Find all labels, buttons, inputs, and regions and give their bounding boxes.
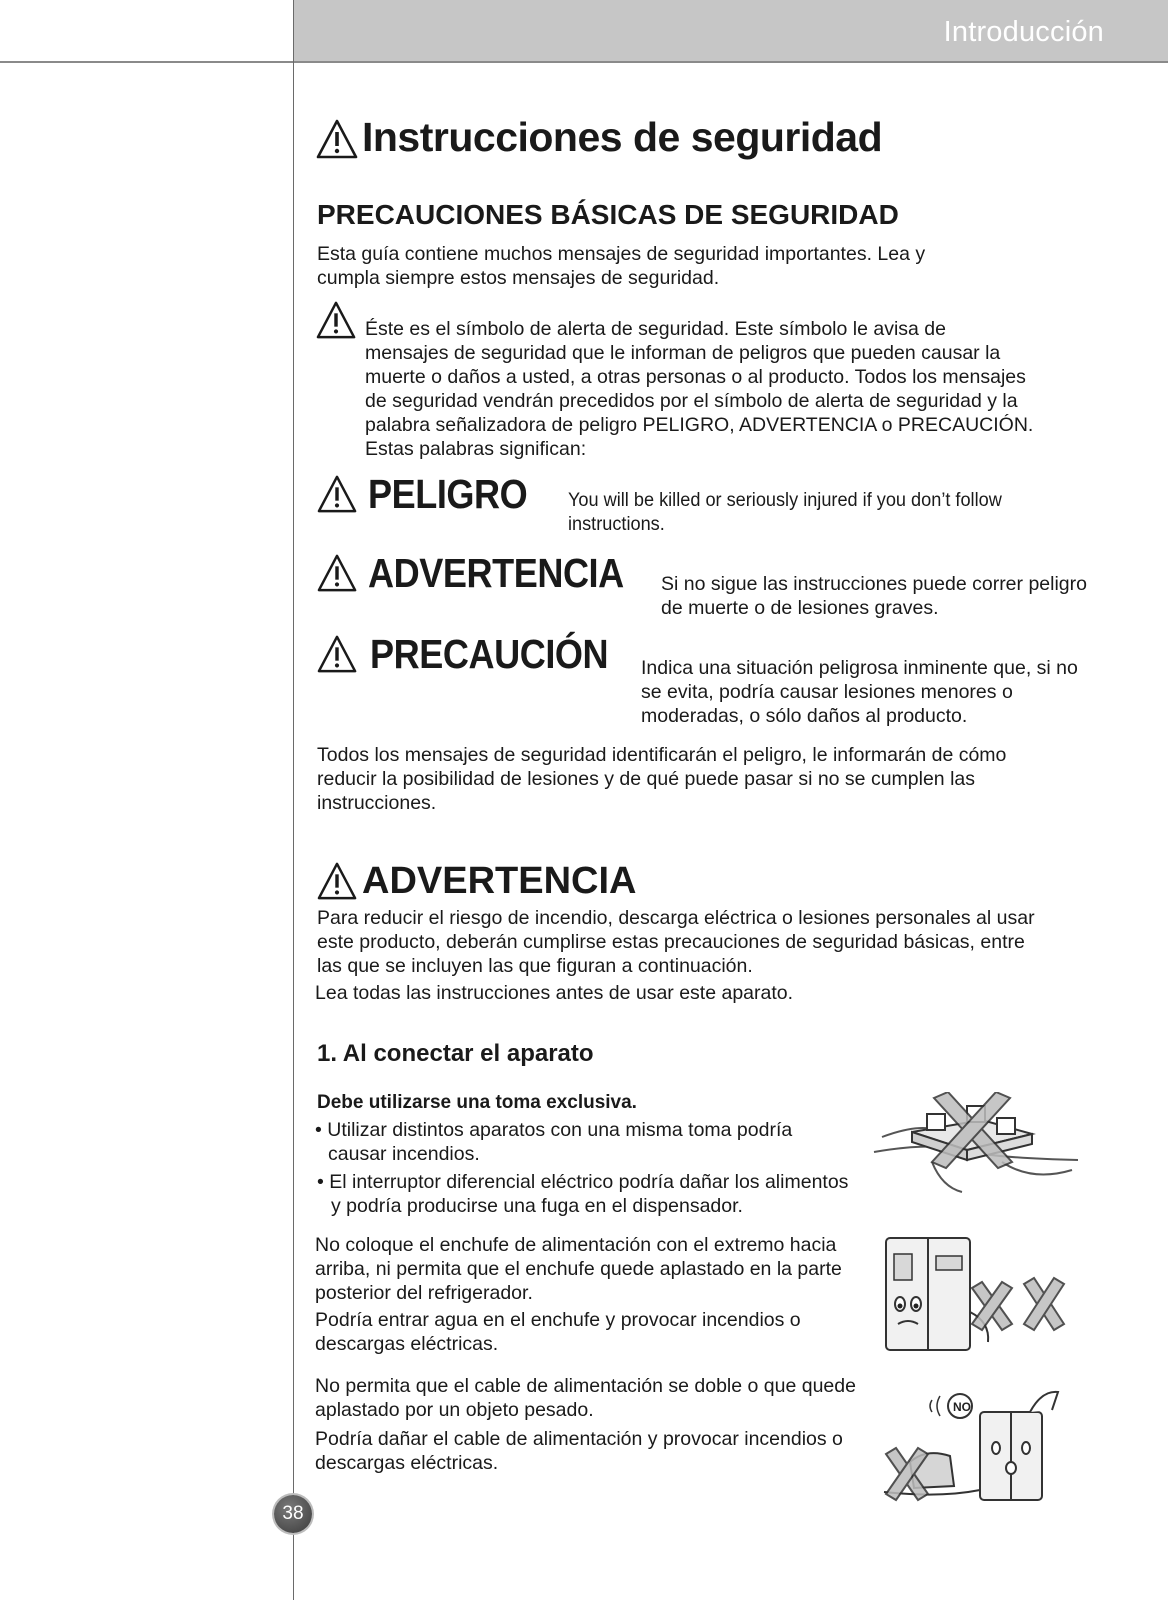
bullet-item: • Utilizar distintos aparatos con una misma toma podría causar incendios.	[315, 1119, 793, 1165]
warning-triangle-icon	[316, 474, 358, 514]
page-number-badge: 38	[274, 1495, 312, 1533]
read-all-instructions: Lea todas las instrucciones antes de usar este aparato.	[315, 982, 794, 1004]
dedicated-outlet-subheading: Debe utilizarse una toma exclusiva.	[317, 1092, 637, 1113]
section-header-title: Introducción	[943, 16, 1104, 48]
signal-word-advertencia: ADVERTENCIA	[368, 550, 624, 596]
all-messages-paragraph: Todos los mensajes de seguridad identificarán el peligro, le informarán de cómo reducir la posibilidad de lesiones y de qué puede pasar si no se cumplen las instrucciones.	[317, 744, 1007, 814]
warning-triangle-icon	[316, 118, 358, 160]
signal-desc-peligro: You will be killed or seriously injured if you don’t follow instructions.	[568, 489, 1002, 535]
plug-consequence-paragraph: Podría entrar agua en el enchufe y provocar incendios o descargas eléctricas.	[315, 1309, 801, 1355]
bullet-item: • El interruptor diferencial eléctrico podría dañar los alimentos y podría producirse una fuga en el dispensador.	[317, 1171, 849, 1217]
multi-plug-outlet-illustration	[872, 1092, 1080, 1202]
crushed-cable-illustration	[880, 1382, 1070, 1504]
warning-triangle-icon	[316, 861, 358, 901]
refrigerator-plug-illustration	[880, 1232, 1070, 1357]
margin-rule	[293, 0, 294, 1600]
header-blank-area	[0, 0, 293, 63]
signal-word-peligro: PELIGRO	[368, 471, 528, 517]
cable-paragraph: No permita que el cable de alimentación se doble o que quede aplastado por un objeto pesado.	[315, 1375, 856, 1421]
plug-position-paragraph: No coloque el enchufe de alimentación con el extremo hacia arriba, ni permita que el enchufe quede aplastado en la parte posterior del refrigerador.	[315, 1234, 842, 1304]
warning-triangle-icon	[316, 553, 358, 593]
signal-word-precaucion: PRECAUCIÓN	[370, 631, 609, 677]
intro-paragraph: Esta guía contiene muchos mensajes de seguridad importantes. Lea y cumpla siempre estos mensajes de seguridad.	[317, 243, 926, 289]
warning-paragraph: Para reducir el riesgo de incendio, descarga eléctrica o lesiones personales al usar este producto, deberán cumplirse estas precauciones de seguridad básicas, entre las que se incluyen las que figuran a continuación.	[317, 907, 1035, 977]
no-label: NO	[953, 1400, 971, 1414]
header-bar	[293, 0, 1168, 63]
warning-heading: ADVERTENCIA	[362, 860, 637, 902]
basic-precautions-heading: PRECAUCIONES BÁSICAS DE SEGURIDAD	[317, 199, 899, 230]
section-1-heading: 1. Al conectar el aparato	[317, 1040, 594, 1067]
cable-consequence-paragraph: Podría dañar el cable de alimentación y provocar incendios o descargas eléctricas.	[315, 1428, 843, 1474]
signal-desc-advertencia: Si no sigue las instrucciones puede correr peligro de muerte o de lesiones graves.	[661, 573, 1087, 619]
warning-triangle-icon	[316, 300, 356, 340]
signal-desc-precaucion: Indica una situación peligrosa inminente que, si no se evita, podría causar lesiones menores o moderadas, o sólo daños al producto.	[641, 657, 1078, 727]
page-title: Instrucciones de seguridad	[362, 114, 883, 160]
alert-symbol-explanation: Éste es el símbolo de alerta de seguridad. Este símbolo le avisa de mensajes de seguridad que le informan de peligros que pueden causar la muerte o daños a usted, a otras personas o al producto. Todos los mensajes de seguridad vendrán precedidos por el símbolo de alerta de seguridad y la palabra señalizadora de peligro PELIGRO, ADVERTENCIA o PRECAUCIÓN. Estas palabras significan:	[365, 318, 1034, 460]
warning-triangle-icon	[316, 634, 358, 674]
